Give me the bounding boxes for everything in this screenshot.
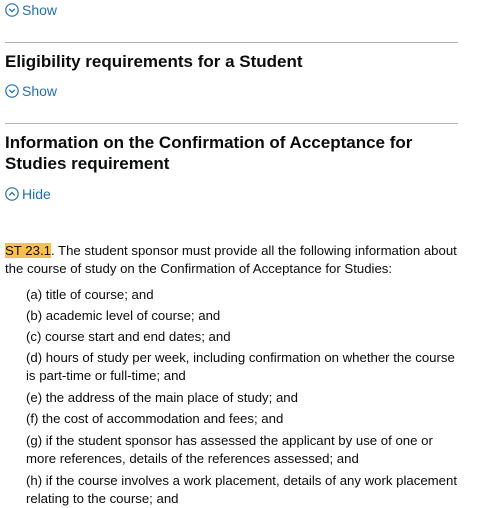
list-item: (e) the address of the main place of study; and [26,390,298,405]
list-item: (d) hours of study per week, including confirmation on whether the course is part-time or full-time; and [26,350,455,383]
hide-toggle[interactable] [5,186,51,202]
rule-reference-highlight: ST 23.1 [5,243,51,258]
section-divider [5,123,458,124]
section-heading-cas-info: Information on the Confirmation of Acceptance for Studies requirement [5,133,413,173]
rule-paragraph [5,242,475,278]
list-item: (a) title of course; and [26,287,154,302]
section-heading-eligibility: Eligibility requirements for a Student [5,52,303,71]
hide-toggle-label: Hide [22,186,51,202]
chevron-down-icon [5,3,19,17]
chevron-down-icon [5,84,19,98]
list-item: (h) if the course involves a work placement, details of any work placement relating to the course; and [26,473,457,506]
list-item: (g) if the student sponsor has assessed the applicant by use of one or more references, details of the references assessed; and [26,433,433,466]
list-item: (c) course start and end dates; and [26,329,231,344]
rule-intro-text: . The student sponsor must provide all the following information about the course of study on the Confirmation of Acceptance for Studies: [5,243,457,276]
show-toggle-label: Show [22,2,58,18]
show-toggle-label: Show [22,83,58,99]
list-item: (b) academic level of course; and [26,308,221,323]
list-item: (f) the cost of accommodation and fees; and [26,411,284,426]
chevron-up-icon [5,187,19,201]
show-toggle-2[interactable] [5,83,57,99]
show-toggle-1[interactable] [5,2,57,18]
section-divider [5,42,458,43]
